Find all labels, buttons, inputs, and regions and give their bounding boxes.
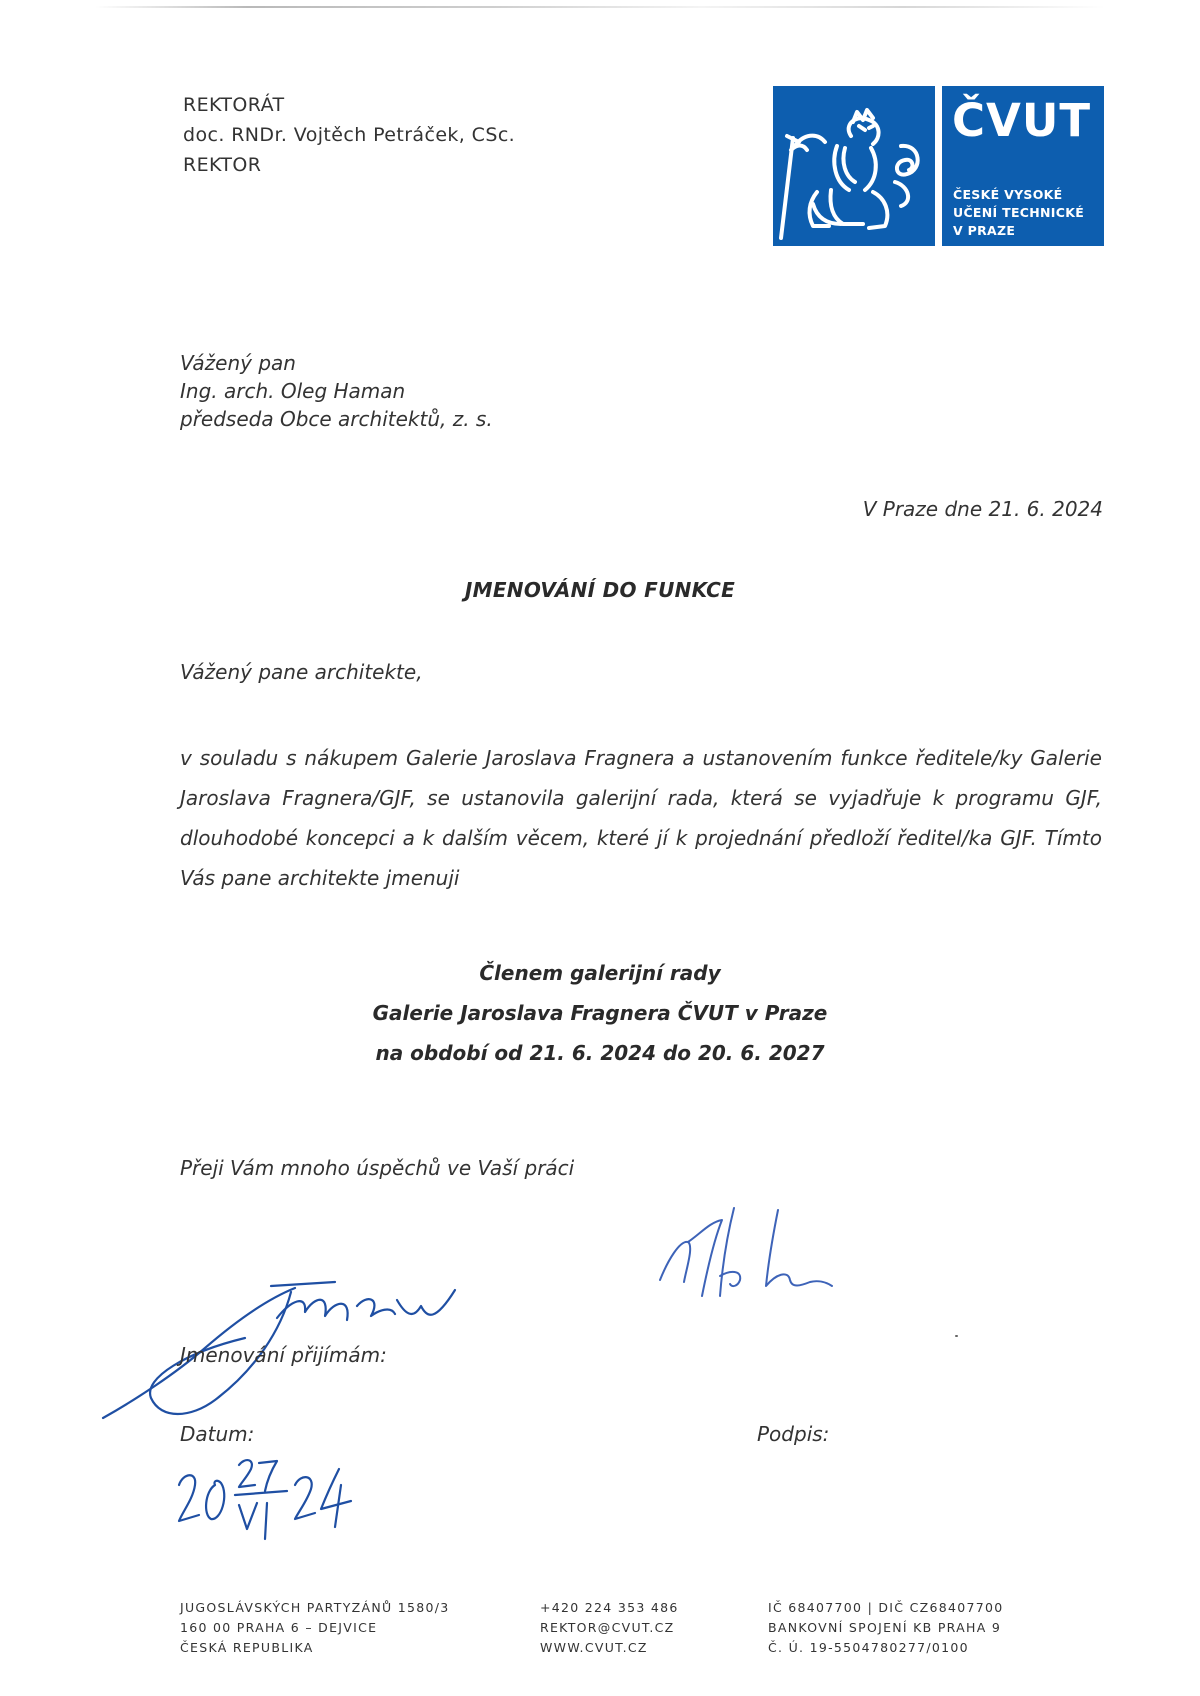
logo-acronym: ČVUT <box>952 94 1092 147</box>
body-paragraph: v souladu s nákupem Galerie Jaroslava Fragnera a ustanovením funkce ředitele/ky Galerie Jaroslava Fragnera/GJF, se ustanovila galerijní rada, která se vyjadřuje k programu GJF, dlouhodobé koncepci a k dalším věcem, které jí k projednání předloží ředitel/ka GJF. Tímto Vás pane architekte jmenuji <box>180 746 1102 890</box>
handwritten-date <box>175 1455 365 1555</box>
logo-line-2: UČENÍ TECHNICKÉ <box>953 205 1085 220</box>
sender-office: REKTORÁT <box>183 94 285 116</box>
appointment-line-3: na období od 21. 6. 2024 do 20. 6. 2027 <box>375 1041 825 1065</box>
date-label: Datum: <box>180 1422 255 1446</box>
signature-label: Podpis: <box>757 1422 830 1446</box>
appointment-block <box>0 953 1200 1073</box>
sender-role: REKTOR <box>183 154 262 176</box>
logo-line-3: V PRAZE <box>953 223 1016 238</box>
footer-email: REKTOR@CVUT.CZ <box>540 1620 675 1635</box>
scan-speck <box>955 1335 958 1337</box>
logo-text-panel <box>942 86 1104 246</box>
recipient-position: předseda Obce architektů, z. s. <box>180 407 493 431</box>
footer-contact <box>540 1598 679 1658</box>
footer-phone: +420 224 353 486 <box>540 1600 679 1615</box>
acceptance-label: Jmenování přijímám: <box>180 1343 387 1367</box>
footer-bank: BANKOVNÍ SPOJENÍ KB PRAHA 9 <box>768 1620 1002 1635</box>
closing-line: Přeji Vám mnoho úspěchů ve Vaší práci <box>180 1156 575 1180</box>
footer-ids: IČ 68407700 | DIČ CZ68407700 <box>768 1600 1004 1615</box>
footer-address-line-1: JUGOSLÁVSKÝCH PARTYZÁNŮ 1580/3 <box>180 1600 450 1615</box>
letter-heading: JMENOVÁNÍ DO FUNKCE <box>464 578 736 602</box>
recipient-block <box>180 349 493 433</box>
rector-signature <box>650 1200 870 1310</box>
logo-line-1: ČESKÉ VYSOKÉ <box>953 187 1063 202</box>
footer-address-line-3: ČESKÁ REPUBLIKA <box>180 1640 314 1655</box>
logo-fullname <box>953 186 1084 240</box>
lion-icon <box>773 86 935 246</box>
footer-address <box>180 1598 450 1658</box>
sender-block <box>183 90 515 180</box>
footer-web: WWW.CVUT.CZ <box>540 1640 648 1655</box>
sender-name: doc. RNDr. Vojtěch Petráček, CSc. <box>183 124 516 146</box>
appointment-line-1: Členem galerijní rady <box>479 961 721 985</box>
salutation: Vážený pane architekte, <box>180 660 423 684</box>
lion-emblem <box>773 86 935 246</box>
footer-account: Č. Ú. 19-5504780277/0100 <box>768 1640 969 1655</box>
letter-date: V Praze dne 21. 6. 2024 <box>862 497 1103 521</box>
footer-address-line-2: 160 00 PRAHA 6 – DEJVICE <box>180 1620 378 1635</box>
recipient-name: Ing. arch. Oleg Haman <box>180 379 406 403</box>
scan-edge-line <box>95 6 1105 8</box>
footer-company <box>768 1598 1004 1658</box>
cvut-logo <box>773 86 1104 246</box>
recipient-greeting: Vážený pan <box>180 351 296 375</box>
appointment-line-2: Galerie Jaroslava Fragnera ČVUT v Praze <box>372 1001 828 1025</box>
